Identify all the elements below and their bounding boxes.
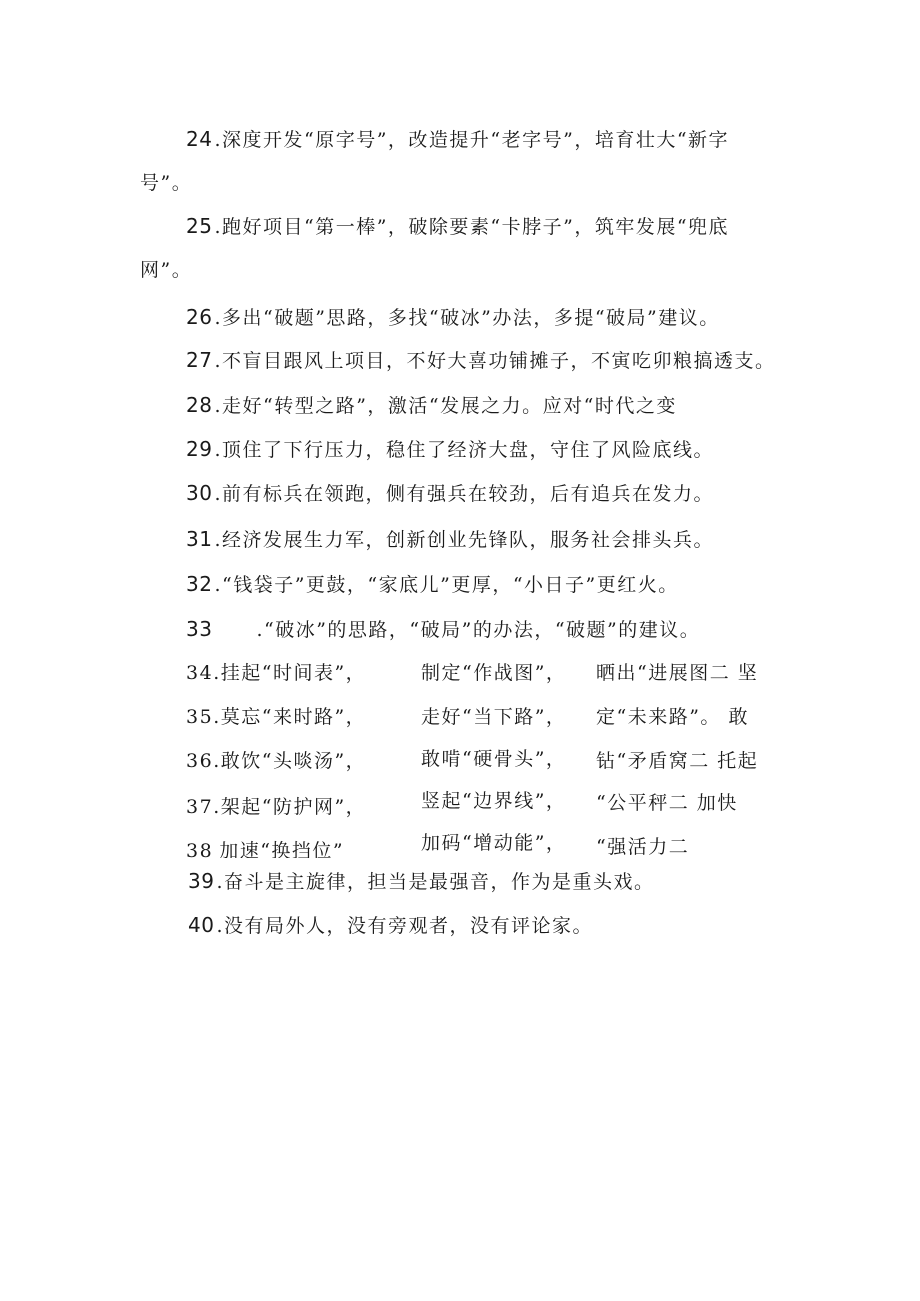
item-text: .经济发展生力军，创新创业先锋队，服务社会排头兵。 [214, 529, 714, 551]
item-text-b: 敢啃“硬骨头”， [421, 748, 567, 770]
table-row-col-b [421, 662, 566, 684]
item-text-a: .挂起“时间表”， [213, 662, 367, 684]
list-item [186, 618, 700, 641]
item-number: 26 [186, 305, 213, 329]
list-item [186, 306, 720, 329]
item-text-b: 竖起“边界线”， [421, 790, 567, 812]
table-row-col-c [596, 662, 758, 684]
item-number: 31 [186, 527, 213, 551]
item-text: .前有标兵在领跑，侧有强兵在较劲，后有追兵在发力。 [214, 483, 714, 505]
item-text: .深度开发“原字号”，改造提升“老字号”，培育壮大“新字 [214, 129, 730, 151]
list-item-continuation [140, 172, 192, 194]
item-text-c: “强活力二 [596, 836, 690, 858]
item-text: .走好“转型之路”，激活“发展之力。应对“时代之变 [214, 395, 677, 417]
table-row-col-a [186, 796, 366, 818]
table-row-col-a [186, 662, 366, 684]
item-text-a: .架起“防护网”， [213, 796, 367, 818]
item-text: .多出“破题”思路，多找“破冰”办法，多提“破局”建议。 [214, 307, 720, 329]
item-text-continuation: 号”。 [140, 172, 193, 194]
item-text: .“破冰”的思路，“破局”的办法，“破题”的建议。 [256, 619, 701, 641]
item-number: 37 [186, 796, 214, 818]
item-text-a: .莫忘“来时路”， [213, 706, 367, 728]
item-text: .没有局外人，没有旁观者，没有评论家。 [216, 915, 593, 937]
table-row-col-a [186, 750, 366, 772]
table-row-col-c [596, 750, 758, 772]
list-item [186, 438, 714, 461]
table-row-col-b [421, 832, 566, 854]
table-row-col-c [596, 792, 738, 814]
list-item [186, 482, 714, 505]
item-number: 27 [186, 348, 213, 372]
list-item [188, 914, 593, 937]
table-row-col-b [421, 748, 566, 770]
item-text: .顶住了下行压力，稳住了经济大盘，守住了风险底线。 [214, 439, 714, 461]
table-row-col-a [186, 706, 366, 728]
item-number: 32 [186, 572, 213, 596]
list-item [186, 215, 729, 238]
item-text-c: “公平秤二 加快 [596, 792, 738, 814]
item-text: .跑好项目“第一棒”，破除要素“卡脖子”，筑牢发展“兜底 [214, 216, 730, 238]
table-row-col-c [596, 836, 689, 858]
item-text: .不盲目跟风上项目，不好大喜功铺摊子，不寅吃卯粮搞透支。 [214, 350, 776, 372]
item-number: 29 [186, 437, 213, 461]
item-text-b: 加码“增动能”， [421, 832, 567, 854]
item-number: 39 [188, 869, 215, 893]
item-number: 40 [188, 913, 215, 937]
item-text-c: 钻“矛盾窝二 托起 [596, 750, 759, 772]
list-item [186, 394, 677, 417]
table-row-col-b [421, 706, 566, 728]
item-number: 28 [186, 393, 213, 417]
item-text-a: .敢饮“头啖汤”， [213, 750, 367, 772]
item-text-b: 走好“当下路”， [421, 706, 567, 728]
item-number: 36 [186, 750, 214, 772]
item-number: 38 [186, 840, 214, 858]
table-row-col-a [186, 840, 344, 858]
item-number: 33 [186, 617, 213, 641]
item-text-c: 定“未来路”。 敢 [596, 706, 749, 728]
table-row-col-c [596, 706, 749, 728]
table-row-col-b [421, 790, 566, 812]
item-number: 24 [186, 127, 213, 151]
item-text: .“钱袋子”更鼓，“家底儿”更厚，“小日子”更红火。 [214, 574, 679, 596]
item-text: .奋斗是主旋律，担当是最强音，作为是重头戏。 [216, 871, 655, 893]
item-text-c: 晒出“进展图二 坚 [596, 662, 759, 684]
list-item [186, 349, 776, 372]
list-item [188, 870, 655, 893]
item-number: 25 [186, 214, 213, 238]
item-text-b: 制定“作战图”， [421, 662, 567, 684]
item-number: 30 [186, 481, 213, 505]
list-item [186, 573, 679, 596]
item-text-a: 加速“换挡位” [219, 840, 345, 858]
item-number: 34 [186, 662, 214, 684]
list-item [186, 528, 714, 551]
list-item-continuation [140, 259, 192, 281]
list-item [186, 128, 729, 151]
item-text-continuation: 网”。 [140, 259, 193, 281]
item-number: 35 [186, 706, 214, 728]
